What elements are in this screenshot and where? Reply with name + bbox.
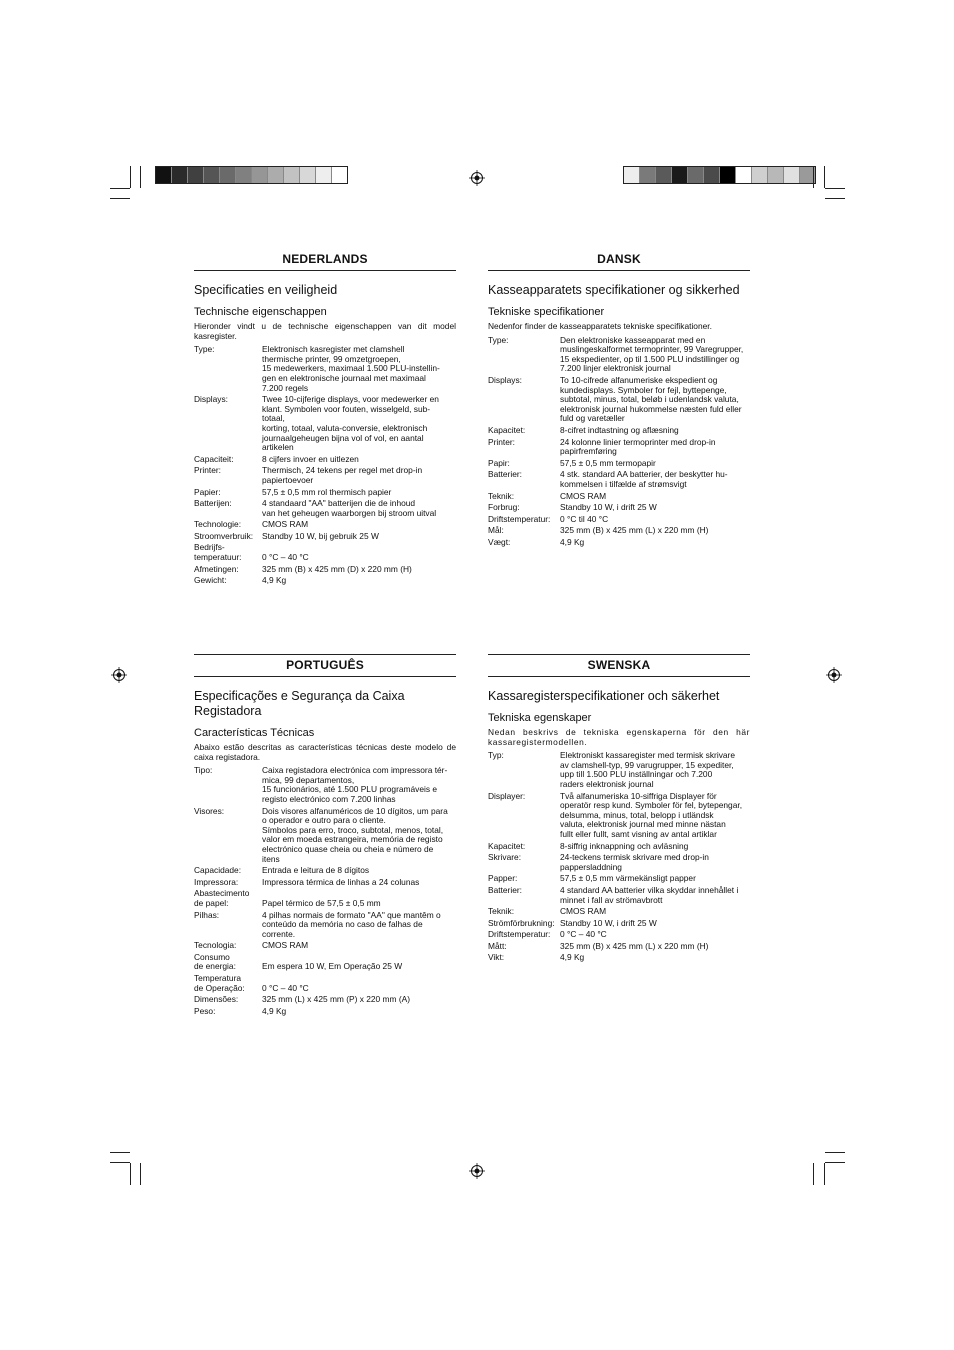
registration-mark-icon xyxy=(111,667,127,683)
spec-row xyxy=(194,807,456,867)
spec-value: Twee 10-cijferige displays, voor medewerker en klant. Symbolen voor fouten, wisselgeld, sub- totaal, korting, totaal, valuta-conversie, elektronisch journaalgeheugen bijna vol of vol, en aantal artikelen xyxy=(262,394,439,453)
spec-value: 4,9 Kg xyxy=(262,575,287,586)
section-subtitle: Tekniska egenskaper xyxy=(488,712,592,724)
spec-row xyxy=(488,503,750,515)
spec-row xyxy=(194,499,456,520)
spec-value: 4 standard AA batterier vilka skyddar innehållet i minnet i fall av strömavbrott xyxy=(560,884,739,905)
spec-table xyxy=(194,345,456,588)
section-title: Kassaregisterspecifikationer och säkerhet xyxy=(488,689,720,703)
section-portugues xyxy=(194,654,456,1018)
color-swatch xyxy=(736,167,752,183)
color-swatch xyxy=(672,167,688,183)
section-subtitle: Tekniske specifikationer xyxy=(488,306,605,318)
crop-mark xyxy=(110,1152,130,1153)
spec-label: Afmetingen: xyxy=(194,563,239,574)
spec-label: Type: xyxy=(488,334,509,345)
crop-mark xyxy=(140,1163,141,1185)
spec-label: Impressora: xyxy=(194,876,239,887)
spec-row xyxy=(194,953,456,974)
section-title: Specificaties en veiligheid xyxy=(194,283,338,297)
spec-label: Strömförbrukning: xyxy=(488,917,555,928)
spec-value: 4,9 Kg xyxy=(262,1005,287,1016)
spec-value: 8-cifret indtastning og aflæsning xyxy=(560,424,679,435)
color-swatch xyxy=(252,167,268,183)
spec-label: Printer: xyxy=(488,436,515,447)
spec-label: Batterijen: xyxy=(194,498,232,509)
crop-mark xyxy=(825,198,845,199)
spec-row xyxy=(488,907,750,919)
spec-label: Typ: xyxy=(488,750,504,761)
spec-label: Displays: xyxy=(488,374,522,385)
crop-mark xyxy=(110,1162,130,1163)
spec-label: Stroomverbruik: xyxy=(194,530,254,541)
color-swatch xyxy=(220,167,236,183)
spec-label: Batterier: xyxy=(488,884,522,895)
section-subtitle: Características Técnicas xyxy=(194,727,315,739)
color-swatch xyxy=(720,167,736,183)
spec-value: 0 °C til 40 °C xyxy=(560,513,609,524)
spec-row xyxy=(194,974,456,995)
color-swatch xyxy=(172,167,188,183)
spec-value: 325 mm (B) x 425 mm (L) x 220 mm (H) xyxy=(560,940,709,951)
spec-row xyxy=(194,889,456,910)
spec-value: 24-teckens termisk skrivare med drop-in pappersladdning xyxy=(560,852,709,872)
spec-label: Teknik: xyxy=(488,490,515,501)
spec-row xyxy=(488,953,750,965)
spec-label: Mått: xyxy=(488,940,507,951)
section-nederlands xyxy=(194,249,456,588)
spec-value: 24 kolonne linier termoprinter med drop-in papirfremføring xyxy=(560,436,716,457)
color-swatch xyxy=(640,167,656,183)
spec-label: Printer: xyxy=(194,465,221,476)
spec-value: 4 stk. standard AA batterier, der beskytter hu- kommelsen i tilfælde af strømsvigt xyxy=(560,469,728,489)
spec-row xyxy=(488,426,750,438)
spec-value: 57,5 ± 0,5 mm värmekänsligt papper xyxy=(560,873,696,884)
spec-value: 4 standaard "AA" batterijen die de inhoud van het geheugen waarborgen bij stroom uitval xyxy=(262,498,437,518)
crop-mark xyxy=(110,188,130,189)
spec-label: Displayer: xyxy=(488,790,526,801)
spec-row xyxy=(194,576,456,588)
spec-value: 0 °C – 40 °C xyxy=(262,552,309,563)
spec-row xyxy=(194,766,456,806)
section-title: Especificações e Segurança da Caixa Registadora xyxy=(194,689,405,718)
spec-table xyxy=(488,751,750,965)
spec-value: CMOS RAM xyxy=(560,906,607,917)
spec-value: 57,5 ± 0,5 mm rol thermisch papier xyxy=(262,486,392,497)
spec-label: Displays: xyxy=(194,394,228,405)
color-swatch xyxy=(316,167,332,183)
spec-label: Peso: xyxy=(194,1005,216,1016)
spec-value: 8 cijfers invoer en uitlezen xyxy=(262,453,359,464)
spec-row xyxy=(488,886,750,907)
crop-mark xyxy=(825,1162,845,1163)
spec-label: Kapacitet: xyxy=(488,424,526,435)
color-swatch xyxy=(704,167,720,183)
spec-label: Consumo de energia: xyxy=(194,951,236,972)
color-swatch xyxy=(784,167,800,183)
spec-label: Skrivare: xyxy=(488,852,522,863)
color-swatch xyxy=(204,167,220,183)
registration-mark-icon xyxy=(469,1163,485,1179)
spec-label: Type: xyxy=(194,344,215,355)
spec-row xyxy=(194,345,456,395)
spec-row xyxy=(488,438,750,459)
spec-row xyxy=(488,942,750,954)
spec-row xyxy=(194,995,456,1007)
section-title: Kasseapparatets specifikationer og sikkerhed xyxy=(488,283,740,297)
spec-label: Tecnologia: xyxy=(194,940,237,951)
spec-label: Vægt: xyxy=(488,536,511,547)
spec-row xyxy=(488,853,750,874)
spec-row xyxy=(194,543,456,564)
crop-mark xyxy=(825,1152,845,1153)
color-swatch xyxy=(768,167,784,183)
spec-value: Entrada e leitura de 8 dígitos xyxy=(262,865,370,876)
spec-row xyxy=(488,792,750,842)
spec-value: 0 °C – 40 °C xyxy=(560,929,607,940)
color-swatch xyxy=(752,167,768,183)
crop-mark xyxy=(130,1163,131,1185)
color-swatch xyxy=(688,167,704,183)
spec-value: 4,9 Kg xyxy=(560,536,585,547)
color-swatch xyxy=(656,167,672,183)
spec-value: Thermisch, 24 tekens per regel met drop-in papiertoevoer xyxy=(262,465,423,485)
crop-mark xyxy=(110,198,130,199)
spec-value: Caixa registadora electrónica com impressora tér- mica, 99 departamentos, 15 funcionários, até 1.500 PLU programáveis e registo electrónico com 7.200 linhas xyxy=(262,765,448,804)
section-subtitle: Technische eigenschappen xyxy=(194,306,327,318)
color-swatch xyxy=(268,167,284,183)
spec-label: Kapacitet: xyxy=(488,840,526,851)
spec-row xyxy=(194,395,456,455)
spec-row xyxy=(488,376,750,426)
color-swatch xyxy=(300,167,316,183)
color-bar-right xyxy=(623,166,816,184)
spec-row xyxy=(488,470,750,491)
spec-label: Pilhas: xyxy=(194,909,220,920)
spec-label: Batterier: xyxy=(488,469,522,480)
spec-value: CMOS RAM xyxy=(262,519,309,530)
spec-label: Visores: xyxy=(194,805,225,816)
spec-value: Impressora térmica de linhas a 24 colunas xyxy=(262,876,420,887)
spec-label: Driftstemperatur: xyxy=(488,929,551,940)
crop-mark xyxy=(130,166,131,188)
registration-mark-icon xyxy=(469,170,485,186)
section-intro: Nedenfor finder de kasseapparatets tekniske specifikationer. xyxy=(488,321,712,331)
language-heading: PORTUGUÊS xyxy=(194,654,456,677)
spec-label: Capacidade: xyxy=(194,865,242,876)
spec-value: 325 mm (L) x 425 mm (P) x 220 mm (A) xyxy=(262,994,410,1005)
spec-value: To 10-cifrede alfanumeriske ekspedient og kundedisplays. Symboler for fejl, byttepenge, subtotal, minus, total, beløb i udenlandsk valuta, elektronisk journal hukommelse næsten fuld eller fuld og varetæller xyxy=(560,374,742,424)
spec-label: Forbrug: xyxy=(488,502,520,513)
spec-value: Två alfanumeriska 10-siffriga Displayer för operatör resp kund. Symboler för fel, bytepengar, delsumma, minus, total, belopp i utländsk valuta, elektronisk journal med minne nästan fullt eller fullt, samt visning av antal artiklar xyxy=(560,790,743,839)
spec-table xyxy=(194,766,456,1018)
spec-value: 0 °C – 40 °C xyxy=(262,982,309,993)
section-intro: Abaixo estão descritas as características técnicas deste modelo de caixa registadora. xyxy=(194,742,456,762)
spec-label: Abastecimento de papel: xyxy=(194,888,250,908)
spec-label: Vikt: xyxy=(488,952,505,963)
color-swatch xyxy=(624,167,640,183)
spec-label: Papper: xyxy=(488,873,518,884)
color-swatch xyxy=(236,167,252,183)
language-heading: DANSK xyxy=(488,249,750,271)
spec-value: Dois visores alfanuméricos de 10 dígitos, um para o operador e outro para o cliente. Símbolos para erro, troco, subtotal, menos, total, valor em moeda estrangeira, memória de registo electrónico quase cheia ou cheia e número de itens xyxy=(262,805,448,864)
spec-label: Papir: xyxy=(488,457,510,468)
spec-label: Bedrijfs- temperatuur: xyxy=(194,542,242,563)
spec-value: Den elektroniske kasseapparat med en muslingeskalformet termoprinter, 99 Varegrupper, 15 ekspedienter, op til 1.500 PLU indstillinger og 7.200 linjer elektronisk journal xyxy=(560,334,744,374)
spec-value: CMOS RAM xyxy=(560,490,607,501)
section-dansk xyxy=(488,249,750,549)
section-intro: Hieronder vindt u de technische eigenschappen van dit model kasregister. xyxy=(194,321,456,341)
spec-value: CMOS RAM xyxy=(262,940,309,951)
language-heading: SWENSKA xyxy=(488,654,750,677)
spec-row xyxy=(194,911,456,942)
spec-value: 8-siffrig inknappning och avläsning xyxy=(560,840,689,851)
registration-mark-icon xyxy=(826,667,842,683)
spec-label: Teknik: xyxy=(488,906,515,917)
spec-value: 4,9 Kg xyxy=(560,952,585,963)
spec-value: Elektroniskt kassaregister med termisk skrivare av clamshell-typ, 99 varugrupper, 15 expediter, upp till 1.500 PLU inställningar och 7.200 raders elektronisk journal xyxy=(560,750,735,789)
crop-mark xyxy=(813,166,814,188)
spec-row xyxy=(194,866,456,878)
crop-mark xyxy=(140,166,141,188)
spec-value: Em espera 10 W, Em Operação 25 W xyxy=(262,961,403,972)
crop-mark xyxy=(824,166,825,188)
spec-value: 57,5 ± 0,5 mm termopapir xyxy=(560,457,656,468)
spec-row xyxy=(194,565,456,577)
spec-value: 4 pilhas normais de formato "AA" que mantêm o conteúdo da memória no caso de falhas de corrente. xyxy=(262,909,441,939)
spec-row xyxy=(194,1007,456,1019)
spec-label: Dimensões: xyxy=(194,994,239,1005)
color-swatch xyxy=(188,167,204,183)
language-heading: NEDERLANDS xyxy=(194,249,456,271)
spec-value: 325 mm (B) x 425 mm (D) x 220 mm (H) xyxy=(262,563,412,574)
spec-label: Gewicht: xyxy=(194,575,227,586)
spec-table xyxy=(488,336,750,550)
spec-row xyxy=(194,532,456,544)
spec-label: Tipo: xyxy=(194,765,213,776)
crop-mark xyxy=(825,188,845,189)
spec-row xyxy=(194,941,456,953)
color-swatch xyxy=(284,167,300,183)
spec-value: 325 mm (B) x 425 mm (L) x 220 mm (H) xyxy=(560,525,709,536)
spec-row xyxy=(488,336,750,376)
color-bar-left xyxy=(155,166,348,184)
section-intro: Nedan beskrivs de tekniska egenskaperna för den här kassaregistermodellen. xyxy=(488,727,750,747)
spec-value: Papel térmico de 57,5 ± 0,5 mm xyxy=(262,897,381,908)
spec-row xyxy=(488,526,750,538)
spec-row xyxy=(194,466,456,487)
spec-row xyxy=(488,751,750,791)
section-swenska xyxy=(488,654,750,965)
spec-label: Driftstemperatur: xyxy=(488,513,551,524)
spec-label: Mål: xyxy=(488,525,504,536)
spec-value: Standby 10 W, i drift 25 W xyxy=(560,502,657,513)
crop-mark xyxy=(813,1163,814,1185)
spec-value: Standby 10 W, bij gebruik 25 W xyxy=(262,530,379,541)
spec-label: Technologie: xyxy=(194,519,242,530)
color-swatch xyxy=(332,167,347,183)
crop-mark xyxy=(824,1163,825,1185)
color-swatch xyxy=(156,167,172,183)
spec-label: Papier: xyxy=(194,486,221,497)
spec-label: Temperatura de Operação: xyxy=(194,973,245,993)
spec-value: Standby 10 W, i drift 25 W xyxy=(560,917,657,928)
spec-row xyxy=(488,538,750,550)
spec-label: Capaciteit: xyxy=(194,453,234,464)
spec-value: Elektronisch kasregister met clamshell thermische printer, 99 omzetgroepen, 15 medewerkers, maximaal 1.500 PLU-instellin- gen en elektronische journaal met maximaal 7.200 regels xyxy=(262,344,440,393)
